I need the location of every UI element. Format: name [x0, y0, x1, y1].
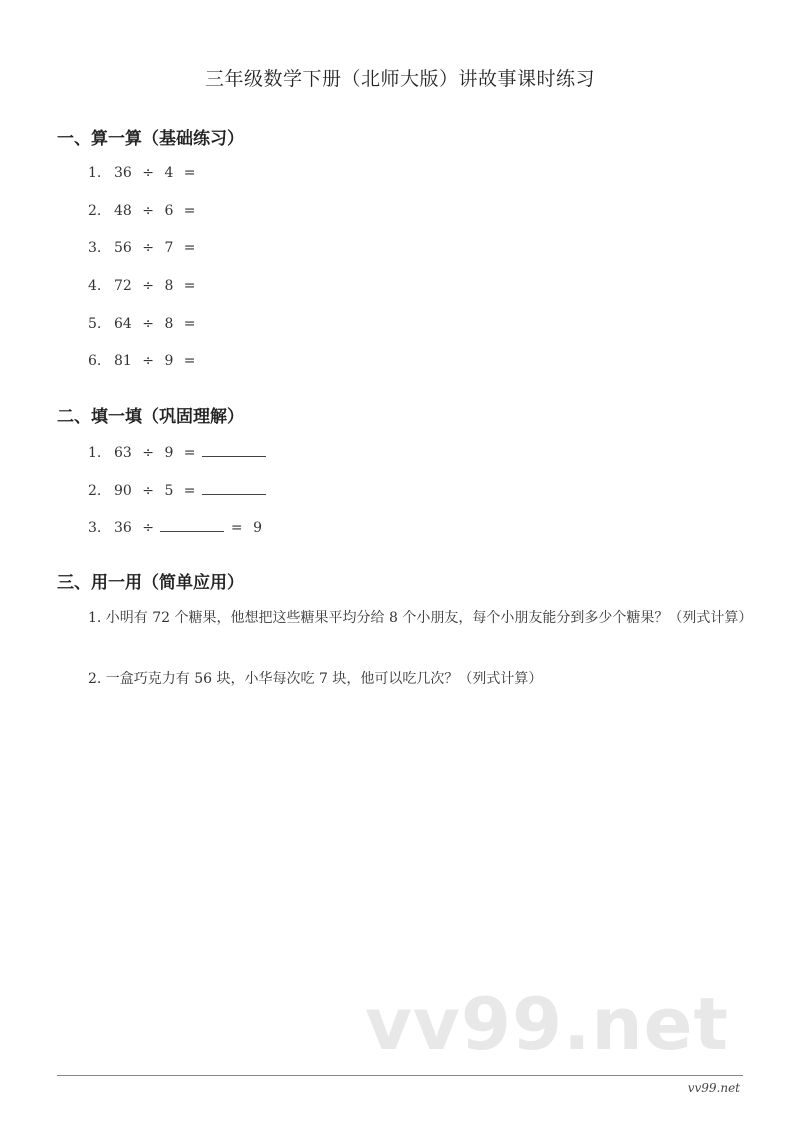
watermark: vv99.net — [365, 982, 729, 1066]
item-expression: 36 ÷ — [114, 520, 154, 536]
footer-divider — [57, 1075, 743, 1076]
word-problem: 2. 一盒巧克力有 56 块，小华每次吃 7 块，他可以吃几次？（列式计算） — [88, 671, 543, 687]
item-expression: 90 ÷ 5 = — [114, 483, 196, 499]
item-expression-tail: = 9 — [230, 520, 262, 536]
item-expression: 72 ÷ 8 = — [114, 278, 196, 294]
item-number: 3. — [88, 520, 102, 536]
list-item — [88, 165, 196, 181]
item-expression: 48 ÷ 6 = — [114, 203, 196, 219]
list-item — [88, 353, 196, 369]
item-expression: 64 ÷ 8 = — [114, 316, 196, 332]
section-heading-apply: 三、用一用（简单应用） — [57, 573, 244, 593]
item-number: 2. — [88, 483, 102, 499]
list-item — [88, 240, 196, 256]
item-number: 1. — [88, 165, 102, 181]
answer-blank[interactable] — [160, 519, 224, 532]
item-expression: 81 ÷ 9 = — [114, 353, 196, 369]
list-item — [88, 482, 268, 499]
item-number: 1. — [88, 445, 102, 461]
section-heading-fill: 二、填一填（巩固理解） — [57, 407, 244, 427]
item-number: 5. — [88, 316, 102, 332]
item-number: 2. — [88, 203, 102, 219]
list-item — [88, 444, 268, 461]
answer-blank[interactable] — [202, 444, 266, 457]
section-heading-calculate: 一、算一算（基础练习） — [57, 129, 244, 149]
list-item — [88, 519, 262, 536]
item-number: 4. — [88, 278, 102, 294]
page-title: 三年级数学下册（北师大版）讲故事课时练习 — [204, 68, 595, 90]
footer-site: vv99.net — [687, 1081, 740, 1095]
item-expression: 63 ÷ 9 = — [114, 445, 196, 461]
item-expression: 56 ÷ 7 = — [114, 240, 196, 256]
list-item — [88, 203, 196, 219]
item-number: 6. — [88, 353, 102, 369]
item-expression: 36 ÷ 4 = — [114, 165, 196, 181]
word-problem: 1. 小明有 72 个糖果，他想把这些糖果平均分给 8 个小朋友，每个小朋友能分到多少个糖果？（列式计算） — [88, 610, 753, 626]
item-number: 3. — [88, 240, 102, 256]
answer-blank[interactable] — [202, 482, 266, 495]
list-item — [88, 316, 196, 332]
list-item — [88, 278, 196, 294]
